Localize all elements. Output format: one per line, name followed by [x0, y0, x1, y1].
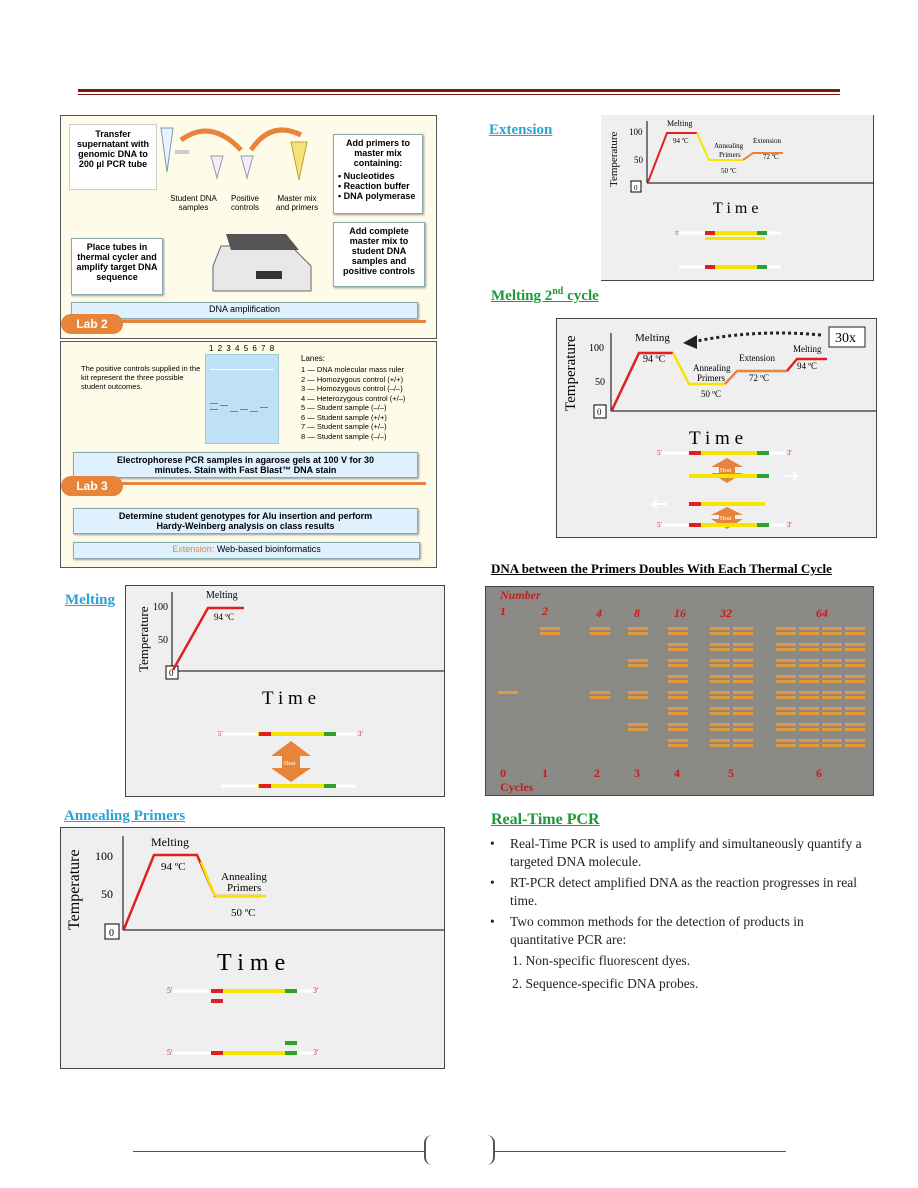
dna-molecule: [710, 696, 730, 699]
dna-molecule: [799, 691, 819, 694]
y-tick-50: 50: [634, 155, 643, 165]
cycle-number: 6: [816, 766, 822, 780]
temp-72: 72 ºC: [763, 153, 779, 161]
rt-bullet: [490, 835, 870, 871]
y-tick-100: 100: [589, 343, 604, 354]
rt-numbered-item: 1. Non-specific fluorescent dyes.: [512, 953, 691, 968]
lane-item: 3 — Homozygous control (–/–): [301, 384, 403, 393]
prime-label: 3': [358, 730, 363, 738]
annealing-label: Annealing: [693, 363, 731, 373]
dna-molecule: [710, 691, 730, 694]
bullet-dot: •: [490, 875, 495, 890]
dna-molecule: [710, 723, 730, 726]
dna-molecule: [628, 632, 648, 635]
dna-molecule: [799, 648, 819, 651]
add-complete-box: Add complete master mix to student DNA samples and positive controls: [333, 222, 425, 287]
dna-molecule: [668, 648, 688, 651]
melting-graph: [126, 586, 444, 796]
dna-molecule: [733, 712, 753, 715]
melting-2nd-sup: nd: [552, 286, 564, 297]
number-label: Number: [500, 588, 541, 602]
primers-label: Primers: [227, 882, 262, 894]
dna-molecule: [799, 627, 819, 630]
dna-molecule: [668, 712, 688, 715]
dna-molecule: [628, 627, 648, 630]
temp-94: 94 ºC: [797, 361, 818, 371]
thermal-cycler-icon: [201, 216, 321, 296]
lane-item: 4 — Heterozygous control (+/–): [301, 393, 406, 403]
footer-bracket-right: [485, 1135, 495, 1165]
lane-item: 5 — Student sample (–/–): [301, 403, 387, 412]
gel-image: [205, 354, 279, 444]
melting-label: Melting: [793, 344, 822, 354]
lanes-title: Lanes:: [301, 354, 326, 363]
dna-molecule: [845, 744, 865, 747]
copy-number: 4: [596, 606, 602, 620]
dna-molecule: [822, 664, 842, 667]
y-tick-0: 0: [109, 928, 114, 939]
dna-molecule: [845, 707, 865, 710]
dna-molecule: [822, 648, 842, 651]
primers-label: Primers: [697, 373, 725, 383]
dna-molecule: [710, 707, 730, 710]
dna-molecule: [668, 707, 688, 710]
lab2-tag: Lab 2: [61, 314, 123, 334]
dna-molecule: [668, 675, 688, 678]
dna-molecule: [776, 659, 796, 662]
lanes-list: [301, 365, 405, 441]
y-axis-label: Temperature: [608, 131, 620, 187]
dna-molecule: [845, 739, 865, 742]
heat-label: Heat: [720, 468, 732, 474]
dna-molecule: [822, 675, 842, 678]
dna-molecule: [733, 691, 753, 694]
dna-molecule: [668, 739, 688, 742]
place-tubes-box: Place tubes in thermal cycler and amplify target DNA sequence: [71, 238, 163, 295]
tubes-illustration: [151, 120, 341, 190]
y-axis-label: Temperature: [563, 335, 579, 411]
rt-bullet-text: RT-PCR detect amplified DNA as the reaction progresses in real time.: [510, 875, 857, 908]
dna-molecule: [799, 723, 819, 726]
dna-molecule: [710, 648, 730, 651]
dna-molecule: [822, 696, 842, 699]
y-tick-50: 50: [101, 887, 113, 901]
dna-molecule: [710, 627, 730, 630]
add-primers-box: [333, 134, 423, 214]
dna-molecule: [845, 648, 865, 651]
dna-molecule: [668, 696, 688, 699]
lane-item: 2 — Homozygous control (+/+): [301, 374, 404, 384]
positive-controls-label: Positive controls: [230, 194, 259, 212]
dna-molecule: [822, 659, 842, 662]
y-axis-label: Temperature: [136, 606, 151, 672]
dna-molecule: [590, 632, 610, 635]
dna-molecule: [845, 675, 865, 678]
dna-molecule: [799, 707, 819, 710]
doubling-panel: [485, 586, 874, 796]
dna-molecule: [845, 728, 865, 731]
annealing-heading: Annealing Primers: [64, 808, 186, 824]
dna-molecule: [822, 728, 842, 731]
dna-molecule: [799, 739, 819, 742]
prime-label: 5': [218, 730, 223, 738]
amplification-bar: DNA amplification: [71, 302, 418, 319]
dna-molecule: [822, 744, 842, 747]
dna-molecule: [822, 691, 842, 694]
dna-molecule: [845, 696, 865, 699]
melting-label: Melting: [206, 590, 238, 601]
melting-label: Melting: [667, 119, 693, 128]
dna-molecule: [733, 632, 753, 635]
dna-molecule: [822, 627, 842, 630]
prime-label: 3': [787, 521, 792, 529]
lab2-arrow-line: [101, 320, 426, 323]
electrophorese-box: Electrophorese PCR samples in agarose gels at 100 V for 30 minutes. Stain with Fast Blast™ DNA stain: [73, 452, 418, 478]
prime-label: 3': [313, 1048, 319, 1057]
dna-molecule: [845, 627, 865, 630]
dna-molecule: [845, 680, 865, 683]
copy-number: 1: [500, 604, 506, 618]
time-label: T i m e: [217, 950, 286, 976]
rt-bullet: [490, 913, 870, 949]
lab3-tag: Lab 3: [61, 476, 123, 496]
dna-molecule: [845, 643, 865, 646]
temp-72: 72 ºC: [749, 373, 770, 383]
dna-molecule: [710, 643, 730, 646]
dna-molecule: [710, 664, 730, 667]
dna-molecule: [845, 664, 865, 667]
dna-molecule: [776, 707, 796, 710]
copy-number: 32: [720, 606, 732, 620]
dna-molecule: [799, 680, 819, 683]
y-tick-100: 100: [153, 602, 168, 613]
dna-molecule: [668, 643, 688, 646]
dna-molecule: [845, 723, 865, 726]
melting-label: Melting: [635, 332, 670, 344]
rt-bullet-text: Two common methods for the detection of products in quantitative PCR are:: [510, 914, 804, 947]
dna-molecule: [668, 680, 688, 683]
dna-molecule: [776, 696, 796, 699]
dna-molecule: [710, 712, 730, 715]
prime-label: 3': [313, 986, 319, 995]
dna-molecule: [799, 675, 819, 678]
dna-molecule: [668, 632, 688, 635]
dna-molecule: [733, 675, 753, 678]
dna-molecule: [776, 648, 796, 651]
primer-item: • Nucleotides: [338, 171, 395, 181]
extension-bar: [73, 542, 420, 559]
header-rule: [78, 89, 840, 92]
time-label: T i m e: [262, 688, 317, 709]
dna-molecule: [733, 707, 753, 710]
lane-item: 7 — Student sample (+/–): [301, 422, 387, 431]
dna-molecule: [776, 643, 796, 646]
prime-label: 5': [167, 1048, 173, 1057]
cycle-number: 3: [634, 766, 640, 780]
dna-molecule: [799, 712, 819, 715]
annealing-label: Annealing: [714, 142, 744, 150]
dna-molecule: [628, 723, 648, 726]
master-mix-label: Master mix and primers: [275, 194, 319, 212]
dna-molecule: [822, 643, 842, 646]
annealing-graph: [61, 828, 444, 1068]
extension-label: Extension:: [172, 544, 215, 554]
y-tick-100: 100: [629, 127, 643, 137]
primers-label: Primers: [719, 151, 741, 159]
dna-molecule: [776, 680, 796, 683]
melting-panel: [125, 585, 445, 797]
dna-molecule: [776, 728, 796, 731]
dna-molecule: [668, 723, 688, 726]
temp-50: 50 ºC: [701, 389, 722, 399]
cycle-number: 2: [594, 766, 600, 780]
dna-molecule: [668, 691, 688, 694]
heat-label: Heat: [284, 761, 296, 767]
time-label: T i m e: [689, 428, 744, 449]
dna-molecule: [822, 723, 842, 726]
dna-molecule: [590, 696, 610, 699]
dna-molecule: [733, 680, 753, 683]
dna-molecule: [733, 744, 753, 747]
dna-molecule: [733, 648, 753, 651]
footer-rule-left: [133, 1151, 425, 1152]
cycles-30x: 30x: [835, 331, 856, 346]
determine-box: Determine student genotypes for Alu insertion and perform Hardy-Weinberg analysis on class results: [73, 508, 418, 534]
dna-molecule: [845, 632, 865, 635]
lab3-arrow-line: [101, 482, 426, 485]
dna-doubles-heading: DNA between the Primers Doubles With Each Thermal Cycle: [491, 561, 832, 576]
heat-label: Heat: [720, 516, 732, 522]
dna-molecule: [733, 627, 753, 630]
melting-2nd-suffix: cycle: [563, 288, 599, 304]
melting-label: Melting: [151, 835, 189, 849]
dna-molecule: [710, 632, 730, 635]
temp-50: 50 ºC: [231, 907, 256, 919]
annealing-label: Annealing: [221, 871, 267, 883]
dna-molecule: [628, 664, 648, 667]
temp-94: 94 ºC: [643, 354, 666, 365]
dna-molecule: [668, 744, 688, 747]
lane-numbers: 1 2 3 4 5 6 7 8: [209, 344, 276, 353]
add-primers-title: Add primers to master mix containing:: [345, 138, 410, 168]
dna-molecule: [845, 712, 865, 715]
footer-rule-right: [494, 1151, 786, 1152]
y-tick-0: 0: [597, 407, 602, 417]
rt-pcr-heading: Real-Time PCR: [491, 811, 600, 828]
dna-molecule: [845, 691, 865, 694]
y-tick-50: 50: [595, 377, 605, 388]
cycles-label: Cycles: [500, 780, 534, 794]
footer-bracket-left: [424, 1135, 434, 1165]
extension-label: Extension: [753, 137, 781, 145]
dna-molecule: [822, 680, 842, 683]
dna-molecule: [710, 680, 730, 683]
dna-molecule: [668, 728, 688, 731]
dna-molecule: [799, 744, 819, 747]
dna-molecule: [822, 712, 842, 715]
y-axis-label: Temperature: [66, 849, 83, 930]
dna-molecule: [668, 664, 688, 667]
primer-item: • Reaction buffer: [338, 181, 410, 191]
dna-molecule: [845, 659, 865, 662]
dna-molecule: [628, 728, 648, 731]
dna-molecule: [822, 707, 842, 710]
dna-molecule: [733, 739, 753, 742]
dna-molecule: [668, 627, 688, 630]
copy-number: 16: [674, 606, 686, 620]
student-samples-label: Student DNA samples: [170, 194, 217, 212]
rt-bullet: [490, 874, 870, 910]
dna-molecule: [710, 744, 730, 747]
dna-molecule: [668, 659, 688, 662]
positive-controls-note: The positive controls supplied in the kit represent the three possible student outcomes.: [81, 364, 201, 391]
dna-molecule: [628, 659, 648, 662]
bullet-dot: •: [490, 836, 495, 851]
dna-molecule: [776, 627, 796, 630]
dna-molecule: [799, 728, 819, 731]
y-tick-0: 0: [169, 668, 174, 678]
dna-molecule: [628, 691, 648, 694]
dna-molecule: [733, 664, 753, 667]
doubling-chart: [486, 587, 873, 795]
dna-molecule: [776, 744, 796, 747]
lane-item: 1 — DNA molecular mass ruler: [301, 365, 404, 374]
extension-heading: Extension: [489, 122, 553, 138]
lab3-panel: [60, 341, 437, 568]
cycle-number: 1: [542, 766, 548, 780]
cycle-number: 4: [674, 766, 680, 780]
dna-molecule: [776, 723, 796, 726]
dna-molecule: [733, 659, 753, 662]
prime-label: 5': [167, 986, 173, 995]
time-label: T i m e: [713, 200, 759, 217]
melting-heading: Melting: [65, 592, 115, 608]
melting-2nd-text: Melting 2: [491, 288, 553, 304]
dna-molecule: [733, 723, 753, 726]
dna-molecule: [799, 632, 819, 635]
dna-molecule: [822, 739, 842, 742]
prime-label: 5': [675, 231, 680, 237]
prime-label: 5': [657, 521, 662, 529]
lane-item: 8 — Student sample (–/–): [301, 431, 387, 441]
lab2-panel: [60, 115, 437, 339]
dna-molecule: [590, 691, 610, 694]
copy-number: 64: [816, 606, 828, 620]
dna-molecule: [776, 712, 796, 715]
dna-molecule: [733, 696, 753, 699]
dna-molecule: [710, 659, 730, 662]
dna-molecule: [733, 728, 753, 731]
dna-molecule: [710, 675, 730, 678]
dna-molecule: [776, 691, 796, 694]
dna-molecule: [776, 664, 796, 667]
dna-molecule: [540, 627, 560, 630]
melting-2nd-panel: [556, 318, 877, 538]
dna-molecule: [776, 675, 796, 678]
annealing-panel: [60, 827, 445, 1069]
dna-molecule: [498, 691, 518, 694]
dna-molecule: [628, 696, 648, 699]
primer-item: • DNA polymerase: [338, 191, 416, 201]
prime-label: 3': [787, 449, 792, 457]
lane-item: 6 — Student sample (+/+): [301, 412, 387, 422]
extension-text: Web-based bioinformatics: [214, 544, 321, 554]
cycle-number: 0: [500, 766, 506, 780]
y-tick-100: 100: [95, 849, 113, 863]
bullet-dot: •: [490, 914, 495, 929]
transfer-box: Transfer supernatant with genomic DNA to 200 µl PCR tube: [69, 124, 157, 190]
dna-molecule: [590, 627, 610, 630]
copy-number: 8: [634, 606, 640, 620]
extension-panel: [601, 115, 874, 281]
header-rule-thin: [78, 94, 840, 95]
prime-label: 5': [657, 449, 662, 457]
dna-molecule: [540, 632, 560, 635]
dna-molecule: [710, 739, 730, 742]
extension-graph: [601, 115, 873, 280]
y-tick-50: 50: [158, 635, 168, 646]
dna-molecule: [822, 632, 842, 635]
rt-numbered-item: 2. Sequence-specific DNA probes.: [512, 976, 699, 991]
dna-molecule: [710, 728, 730, 731]
y-tick-0: 0: [634, 184, 638, 192]
melting-2nd-graph: [557, 319, 876, 537]
temp-94: 94 ºC: [214, 612, 235, 622]
temp-50: 50 ºC: [721, 167, 737, 175]
temp-94: 94 ºC: [673, 137, 689, 145]
dna-molecule: [799, 659, 819, 662]
extension-label: Extension: [739, 353, 775, 363]
copy-number: 2: [542, 604, 548, 618]
dna-molecule: [776, 632, 796, 635]
rt-bullet-text: Real-Time PCR is used to amplify and simultaneously quantify a targeted DNA molecule.: [510, 836, 862, 869]
dna-molecule: [799, 643, 819, 646]
dna-molecule: [733, 643, 753, 646]
cycle-number: 5: [728, 766, 734, 780]
dna-molecule: [776, 739, 796, 742]
dna-molecule: [799, 664, 819, 667]
temp-94: 94 ºC: [161, 861, 186, 873]
dna-molecule: [799, 696, 819, 699]
melting-2nd-heading: [491, 286, 599, 305]
